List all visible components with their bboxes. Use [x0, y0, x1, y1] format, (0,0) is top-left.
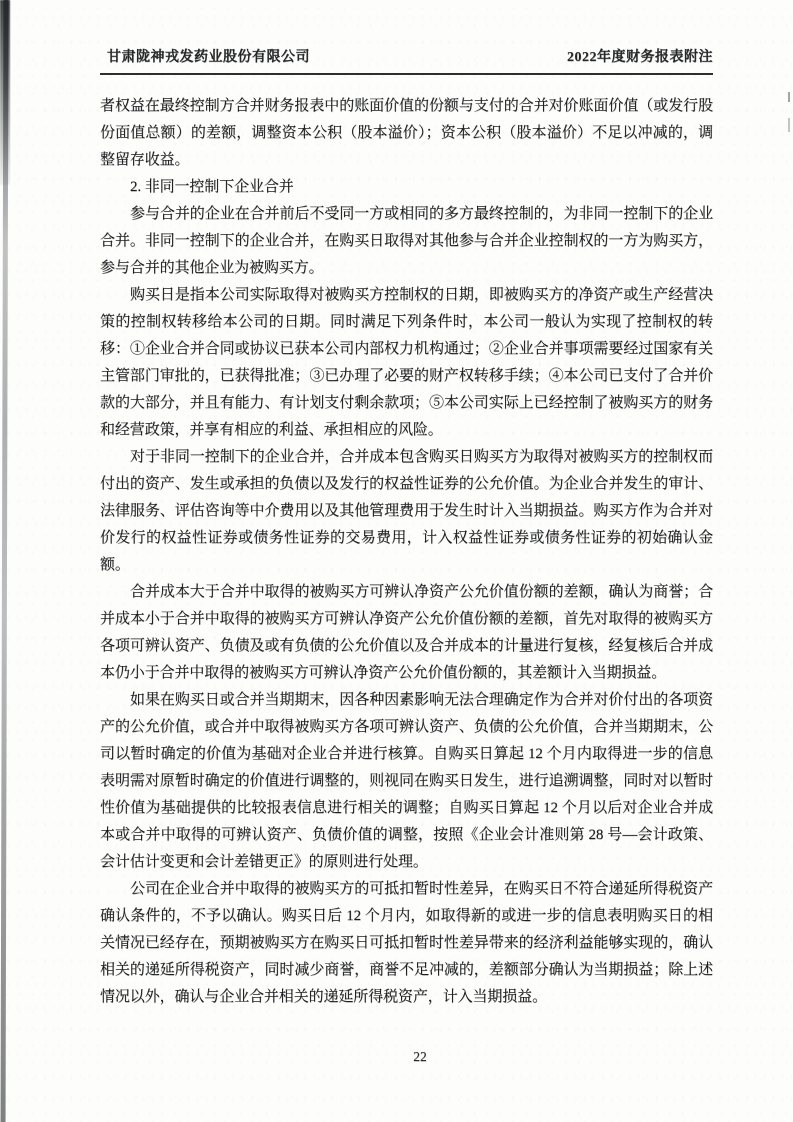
paragraph: 公司在企业合并中取得的被购买方的可抵扣暂时性差异，在购买日不符合递延所得税资产确认条件的，不予以确认。购买日后 12 个月内，如取得新的或进一步的信息表明购买日的相关情况已经存在，预期被购买方在购买日可抵扣暂时性差异带来的经济利益能够实现的，确认相关的递延所得税资产，同时减少商誉，商誉不足冲减的，差额部分确认为当期损益；除上述情况以外，确认与企业合并相关的递延所得税资产，计入当期损益。: [100, 881, 713, 1005]
scan-edge-artifact-top: [0, 0, 10, 185]
document-title: 2022年度财务报表附注: [567, 50, 713, 65]
paragraph: 合并成本大于合并中取得的被购买方可辨认净资产公允价值份额的差额，确认为商誉；合并成本小于合并中取得的被购买方可辨认净资产公允价值份额的差额，首先对取得的被购买方各项可辨认资产、负债及或有负债的公允价值以及合并成本的计量进行复核，经复核后合并成本仍小于合并中取得的被购买方可辨认净资产公允价值份额的，其差额计入当期损益。: [100, 584, 713, 681]
company-name: 甘肃陇神戎发药业股份有限公司: [107, 50, 310, 65]
paragraph: 购买日是指本公司实际取得对被购买方控制权的日期，即被购买方的净资产或生产经营决策的控制权转移给本公司的日期。同时满足下列条件时，本公司一般认为实现了控制权的转移：①企业合并合同或协议已获本公司内部权力机构通过；②企业合并事项需要经过国家有关主管部门审批的，已获得批准；③已办理了必要的财产权转移手续；④本公司已支付了合并价款的大部分，并且有能力、有计划支付剩余款项；⑤本公司实际上已经控制了被购买方的财务和经营政策，并享有相应的利益、承担相应的风险。: [100, 287, 713, 438]
paragraph: 对于非同一控制下的企业合并，合并成本包含购买日购买方为取得对被购买方的控制权而付出的资产、发生或承担的负债以及发行的权益性证券的公允价值。为企业合并发生的审计、法律服务、评估咨询等中介费用以及其他管理费用于发生时计入当期损益。购买方作为合并对价发行的权益性证券或债务性证券的交易费用，计入权益性证券或债务性证券的初始确认金额。: [100, 449, 713, 573]
paragraph: 者权益在最终控制方合并财务报表中的账面价值的份额与支付的合并对价账面价值（或发行股份面值总额）的差额，调整资本公积（股本溢价）；资本公积（股本溢价）不足以冲减的，调整留存收益。: [100, 98, 713, 168]
paragraph: 参与合并的企业在合并前后不受同一方或相同的多方最终控制的，为非同一控制下的企业合并。非同一控制下的企业合并，在购买日取得对其他参与合并企业控制权的一方为购买方，参与合并的其他企业为被购买方。: [100, 206, 713, 276]
paragraph: 如果在购买日或合并当期期末，因各种因素影响无法合理确定作为合并对价付出的各项资产的公允价值，或合并中取得被购买方各项可辨认资产、负债的公允价值，合并当期期末，公司以暂时确定的价值为基础对企业合并进行核算。自购买日算起 12 个月内取得进一步的信息表明需对原暂时确定的价值进行调整的，则视同在购买日发生，进行追溯调整，同时对以暂时性价值为基础提供的比较报表信息进行相关的调整；自购买日算起 12 个月以后对企业合并成本或合并中取得的可辨认资产、负债价值的调整，按照《企业会计准则第 28 号—会计政策、会计估计变更和会计差错更正》的原则进行处理。: [100, 692, 713, 870]
page-number: 22: [413, 1049, 427, 1064]
document-body: [100, 93, 713, 1011]
section-heading: 2. 非同一控制下企业合并: [130, 179, 294, 195]
page-footer: [100, 1049, 740, 1065]
page-header: [100, 46, 713, 75]
scan-edge-artifact-right: [788, 92, 790, 132]
